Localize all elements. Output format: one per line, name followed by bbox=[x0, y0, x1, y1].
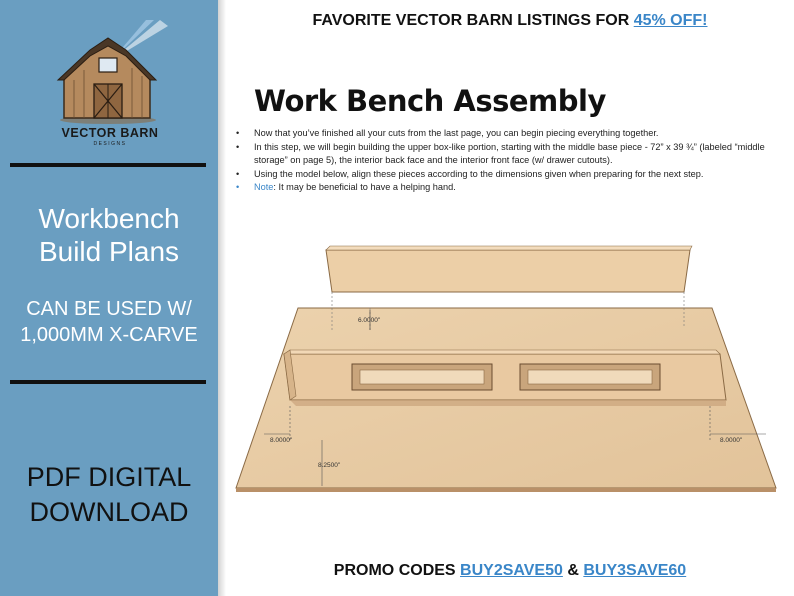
sidebar-compat-line2: 1,000MM X-CARVE bbox=[20, 324, 198, 346]
bullet-dot: • bbox=[236, 128, 240, 138]
bullet-dot: • bbox=[236, 182, 240, 192]
dim-right-offset-label: 8.0000" bbox=[720, 437, 743, 444]
footer-ampersand: & bbox=[562, 562, 584, 579]
drawer-cutout-right bbox=[520, 364, 660, 390]
vector-barn-logo bbox=[50, 20, 170, 150]
footer-prefix: PROMO CODES bbox=[333, 562, 461, 579]
sidebar-title-line1: Workbench bbox=[38, 203, 180, 234]
sidebar-compatibility bbox=[0, 296, 218, 348]
drawer-cutout-left bbox=[352, 364, 492, 390]
sidebar bbox=[0, 0, 218, 596]
list-item bbox=[236, 168, 766, 182]
bullet-dot: • bbox=[236, 168, 240, 179]
page-title: Work Bench Assembly bbox=[254, 84, 606, 118]
sidebar-shadow bbox=[218, 0, 226, 596]
dim-front-offset-label: 8.2500" bbox=[318, 462, 341, 469]
sidebar-pdf-line2: DOWNLOAD bbox=[29, 497, 189, 527]
list-item bbox=[236, 181, 766, 195]
header-text: FAVORITE VECTOR BARN LISTINGS FOR bbox=[312, 12, 634, 29]
list-item bbox=[236, 127, 766, 141]
promo-code-2-link[interactable]: BUY3SAVE60 bbox=[583, 562, 687, 579]
assembly-diagram bbox=[226, 240, 794, 500]
barn-icon bbox=[50, 20, 170, 125]
discount-link[interactable]: 45% OFF! bbox=[633, 12, 708, 29]
promo-code-1-link[interactable]: BUY2SAVE50 bbox=[460, 562, 563, 579]
sidebar-title-line2: Build Plans bbox=[38, 236, 180, 267]
dim-left-offset-label: 8.0000" bbox=[270, 437, 293, 444]
bullet-text: Using the model below, align these pieces according to the dimensions given when preparing for the next step. bbox=[254, 168, 704, 179]
bullet-text: In this step, we will begin building the upper box-like portion, starting with the middle base piece - 72” x 39 ¾” (labeled “middle storage” on page 5), the interior back face and the interior front face (w/ drawer cutouts). bbox=[254, 141, 765, 165]
promo-header bbox=[226, 12, 794, 30]
bullet-text: Now that you’ve finished all your cuts from the last page, you can begin piecing everything together. bbox=[254, 128, 659, 138]
sidebar-compat-line1: CAN BE USED W/ bbox=[26, 298, 192, 320]
divider-bottom bbox=[10, 380, 206, 384]
sidebar-download-label bbox=[0, 460, 218, 530]
bullet-dot: • bbox=[236, 141, 240, 152]
note-text: : It may be beneficial to have a helping hand. bbox=[273, 182, 456, 192]
interior-front-face bbox=[284, 350, 726, 406]
logo-subtitle: DESIGNS bbox=[93, 141, 127, 147]
interior-back-face bbox=[326, 246, 692, 292]
note-label: Note bbox=[254, 182, 274, 192]
promo-footer bbox=[226, 562, 794, 580]
instruction-list bbox=[236, 127, 766, 195]
sidebar-pdf-line1: PDF DIGITAL bbox=[26, 462, 192, 492]
dim-back-offset-label: 6.0000" bbox=[358, 317, 381, 324]
logo-name: VECTOR BARN bbox=[61, 126, 159, 140]
list-item bbox=[236, 141, 766, 168]
sidebar-title bbox=[0, 202, 218, 268]
divider-top bbox=[10, 163, 206, 167]
